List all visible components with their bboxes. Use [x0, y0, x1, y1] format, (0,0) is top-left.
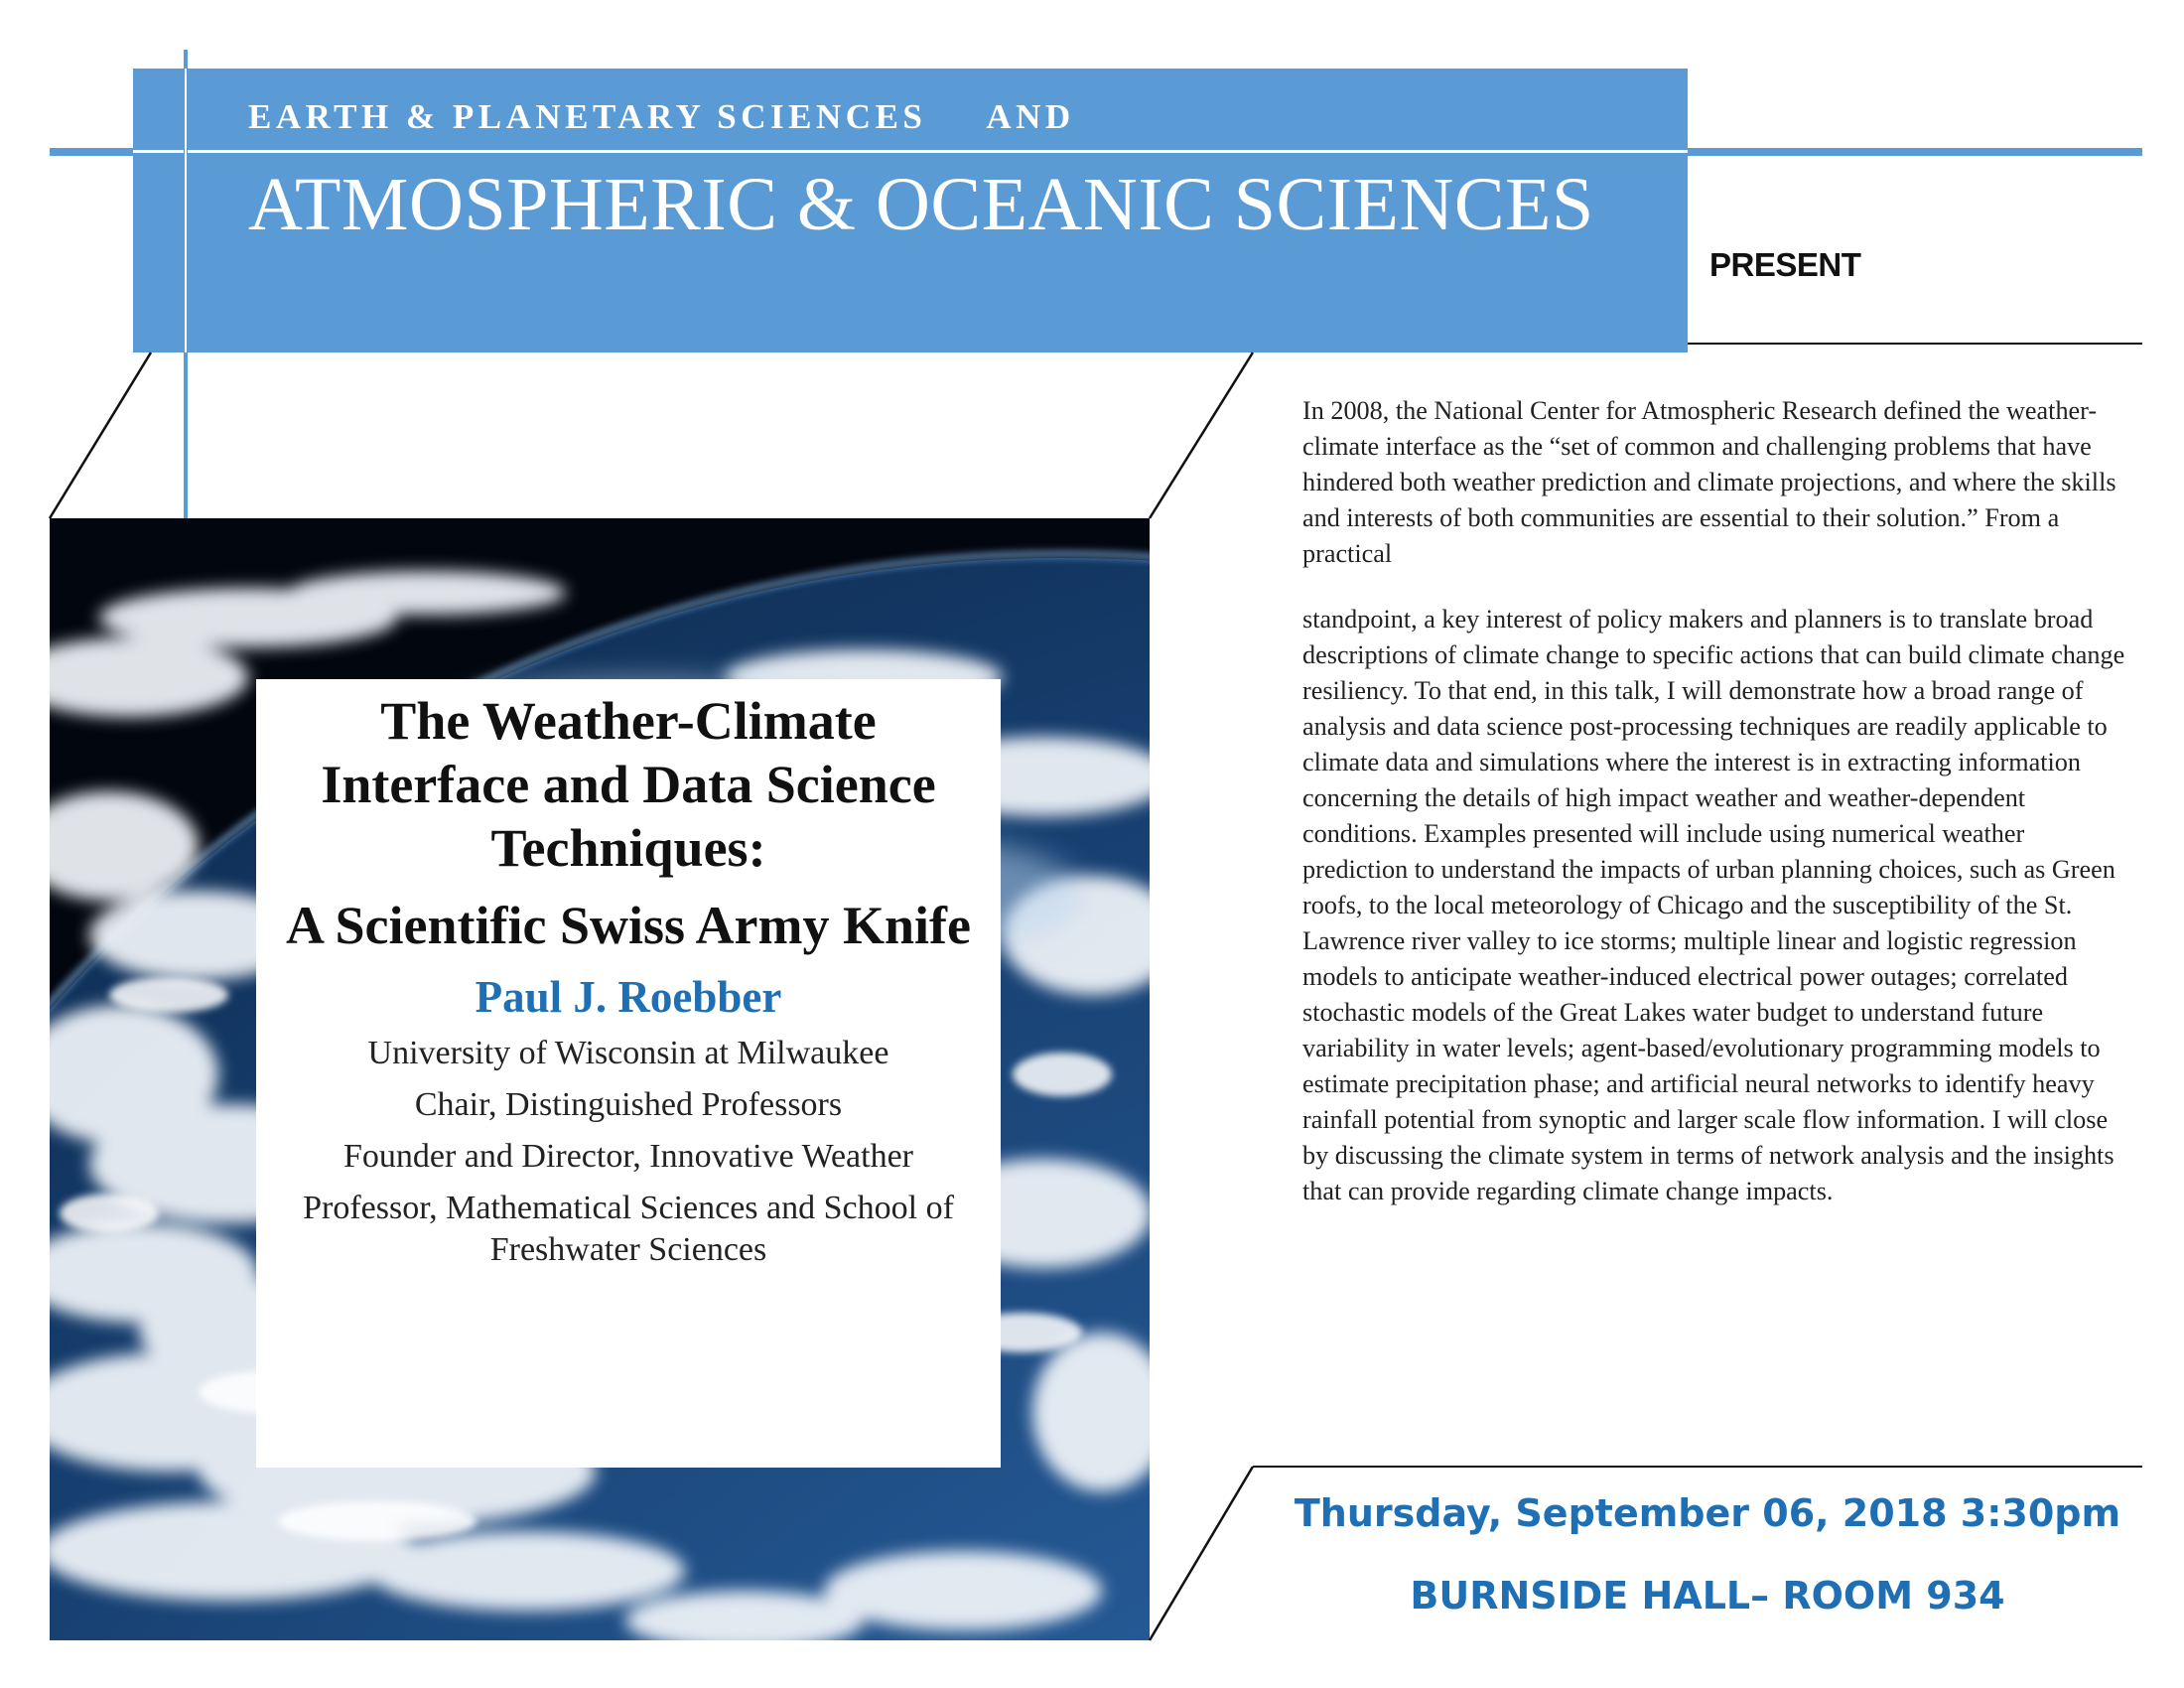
abstract-paragraph: In 2008, the National Center for Atmospheric Research defined the weather-climate interface as the “set of common and challenging problems that have hindered both weather prediction and climate projections, and where the skills and interests of both communities are essential to their solution.” From a practical — [1302, 396, 2116, 568]
talk-subtitle: A Scientific Swiss Army Knife — [286, 896, 971, 955]
header-title: ATMOSPHERIC & OCEANIC SCIENCES — [248, 163, 1594, 246]
conjunction-label: AND — [986, 97, 1075, 136]
abstract-paragraph: standpoint, a key interest of policy makers and planners is to translate broad descriptions of climate change to specific actions that can build climate change resiliency. To that end, in this talk, I will demonstrate how a broad range of analysis and data science post-processing techniques are readily applicable to climate data and simulations where the interest is in extracting information concerning the details of high impact weather and weather-dependent conditions. Examples presented will include using numerical weather prediction to understand the impacts of urban planning choices, such as Green roofs, to the local meteorology of Chicago and the susceptibility of the St. Lawrence river valley to ice storms; multiple linear and logistic regression models to anticipate weather-induced electrical power outages; correlated stochastic models of the Great Lakes water budget to understand future variability in water levels; agent-based/evolutionary programming models to estimate precipitation phase; and artificial neural networks to identify heavy rainfall potential from synoptic and larger scale flow information. I will close by discussing the climate system in terms of network analysis and the insights that can provide regarding climate change impacts. — [1302, 605, 2125, 1205]
event-date: Thursday, September 06, 2018 3:30pm — [1294, 1491, 2121, 1535]
speaker-role: Professor, Mathematical Sciences and School of Freshwater Sciences — [303, 1190, 954, 1268]
speaker-name: Paul J. Roebber — [475, 972, 782, 1022]
speaker-affiliation: University of Wisconsin at Milwaukee — [367, 1035, 889, 1071]
talk-title: The Weather-Climate Interface and Data Science Techniques: — [321, 691, 936, 878]
abstract — [1302, 393, 2126, 1209]
frame-diagonal-top-left — [50, 352, 151, 518]
header-subtitle — [248, 97, 1075, 137]
frame-diagonal-top-right — [1150, 352, 1253, 518]
department-name: EARTH & PLANETARY SCIENCES — [248, 97, 927, 136]
speaker-role: Founder and Director, Innovative Weather — [342, 1138, 913, 1175]
header-vertical-rule-highlight — [185, 69, 187, 352]
bottom-right-rule — [1253, 1466, 2142, 1468]
event-location: BURNSIDE HALL– ROOM 934 — [1410, 1574, 2005, 1618]
talk-info-card — [256, 679, 1001, 1468]
present-label: PRESENT — [1709, 246, 1861, 283]
speaker-role: Chair, Distinguished Professors — [414, 1086, 843, 1123]
header-horizontal-rule-highlight — [133, 150, 1688, 153]
top-right-rule — [1688, 343, 2142, 345]
frame-diagonal-bottom-right — [1150, 1467, 1253, 1640]
